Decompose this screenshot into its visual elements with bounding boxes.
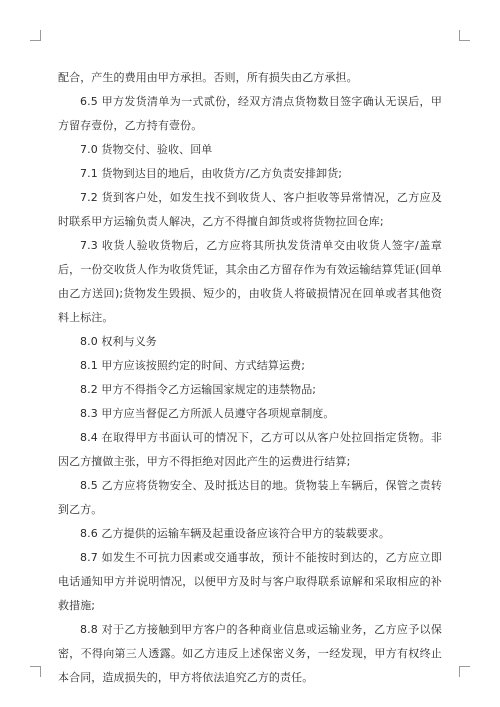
clause-7-1: 7.1 货物到达目的地后，由收货方/乙方负责安排卸货; [80,167,343,180]
clause-8-3: 8.3 甲方应当督促乙方所派人员遵守各项规章制度。 [80,407,335,420]
crop-mark-top-right [459,30,470,41]
clause-6-5: 6.5 甲方发货清单为一式贰份，经双方清点货物数目签字确认无误后，甲方留存壹份，乙方持有壹份。 [58,95,442,132]
document-body [58,66,442,690]
clause-7-3: 7.3 收货人验收货物后，乙方应将其所执发货清单交由收货人签字/盖章后，一份交收货人作为收货凭证，其余由乙方留存作为有效运输结算凭证(回单由乙方送回);货物发生毁损、短少的，由收货人将破损情况在回单或者其他资料上标注。 [58,239,442,324]
clause-8-6: 8.6 乙方提供的运输车辆及起重设备应该符合甲方的装载要求。 [80,527,390,540]
clause-7-2: 7.2 货到客户处，如发生找不到收货人、客户拒收等异常情况，乙方应及时联系甲方运输负责人解决，乙方不得擅自卸货或将货物拉回仓库; [58,191,442,228]
section-heading-8: 8.0 权利与义务 [80,335,157,348]
clause-8-8: 8.8 对于乙方接触到甲方客户的各种商业信息或运输业务，乙方应予以保密，不得向第三人透露。如乙方违反上述保密义务，一经发现，甲方有权终止本合同，造成损失的，甲方将依法追究乙方的责任。 [58,623,442,684]
crop-mark-bottom-left [30,666,41,677]
crop-mark-top-left [30,30,41,41]
clause-8-7: 8.7 如发生不可抗力因素或交通事故，预计不能按时到达的，乙方应立即电话通知甲方并说明情况，以便甲方及时与客户取得联系谅解和采取相应的补救措施; [58,551,442,612]
clause-8-1: 8.1 甲方应该按照约定的时间、方式结算运费; [80,359,305,372]
clause-8-4: 8.4 在取得甲方书面认可的情况下，乙方可以从客户处拉回指定货物。非因乙方擅做主张，甲方不得拒绝对因此产生的运费进行结算; [58,431,442,468]
crop-mark-bottom-right [459,666,470,677]
clause-8-2: 8.2 甲方不得指令乙方运输国家规定的违禁物品; [80,383,317,396]
paragraph-continuation: 配合，产生的费用由甲方承担。否则，所有损失由乙方承担。 [58,71,358,84]
clause-8-5: 8.5 乙方应将货物安全、及时抵达目的地。货物装上车辆后，保管之责转到乙方。 [58,479,442,516]
section-heading-7: 7.0 货物交付、验收、回单 [80,143,213,156]
